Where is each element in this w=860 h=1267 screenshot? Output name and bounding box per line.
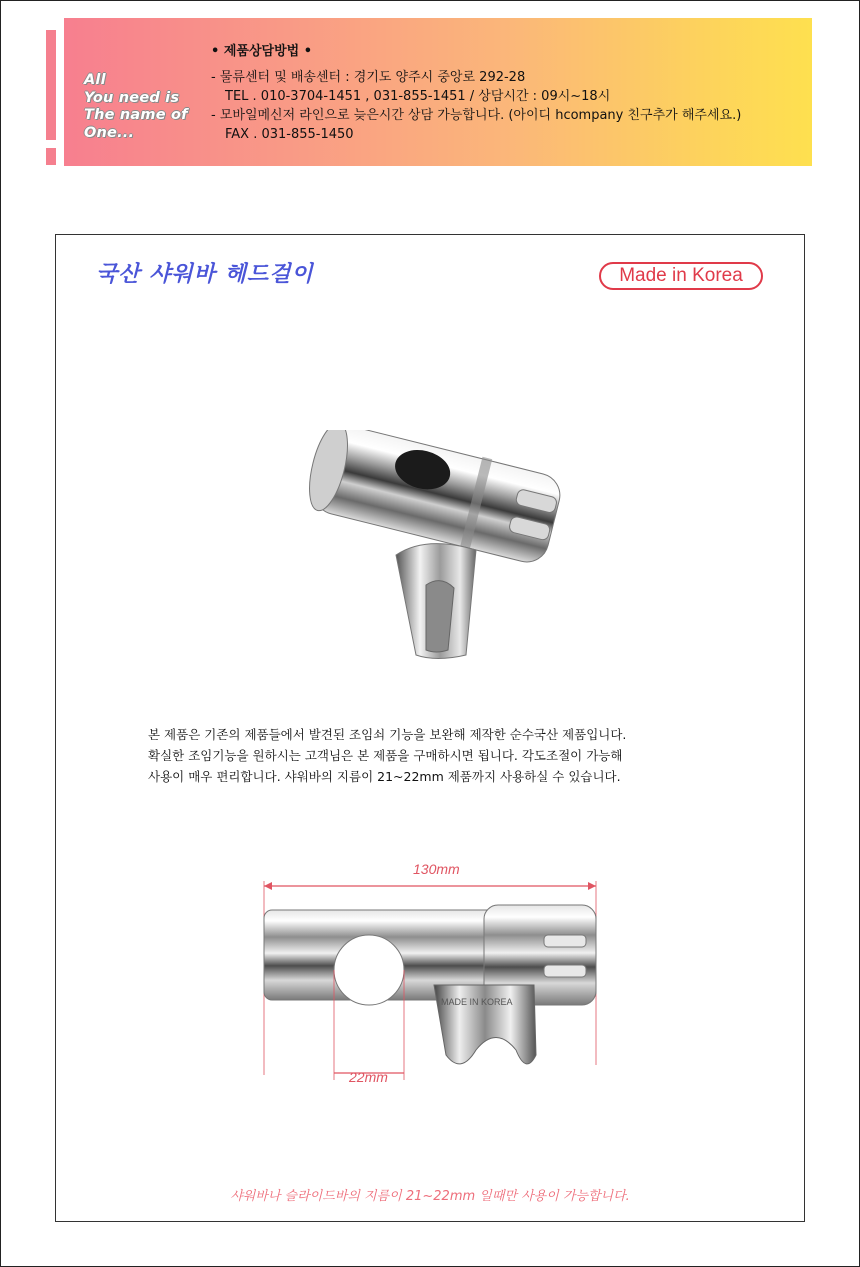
length-label: 130mm <box>413 861 460 877</box>
tagline-line: One... <box>84 124 135 141</box>
messenger-line: - 모바일메신저 라인으로 늦은시간 상담 가능합니다. (아이디 hcompany 친구추가 해주세요.) <box>211 108 742 123</box>
engraving-text: MADE IN KOREA <box>441 997 513 1007</box>
diameter-label: 22mm <box>349 1069 388 1085</box>
decor-bar-top <box>46 30 56 140</box>
address-line: - 물류센터 및 배송센터 : 경기도 양주시 중앙로 292-28 <box>211 70 526 85</box>
usage-note: 샤워바나 슬라이드바의 지름이 21~22mm 일때만 사용이 가능합니다. <box>230 1189 630 1204</box>
made-in-korea-badge: Made in Korea <box>599 262 763 290</box>
description-line: 본 제품은 기존의 제품들에서 발견된 조임쇠 기능을 보완해 제작한 순수국산 제품입니다. <box>148 727 627 742</box>
phone-line: TEL . 010-3704-1451 , 031-855-1451 / 상담시간 : 09시~18시 <box>225 89 611 104</box>
product-description <box>148 724 626 787</box>
product-photo-dimensions <box>256 875 606 1125</box>
tagline-line: You need is <box>84 89 180 106</box>
fax-line: FAX . 031-855-1450 <box>225 127 354 142</box>
description-line: 확실한 조임기능을 원하시는 고객님은 본 제품을 구매하시면 됩니다. 각도조절이 가능해 <box>148 748 623 763</box>
description-line: 사용이 매우 편리합니다. 샤워바의 지름이 21~22mm 제품까지 사용하실 수 있습니다. <box>148 769 621 784</box>
product-title: 국산 샤워바 헤드걸이 <box>96 262 314 287</box>
consult-title: • 제품상담방법 • <box>211 44 313 59</box>
product-panel <box>55 234 805 1222</box>
tagline <box>84 72 204 142</box>
decor-bar-bottom <box>46 148 56 165</box>
contact-info <box>211 40 741 144</box>
tagline-line: The name of <box>84 107 188 123</box>
tagline-line: All <box>84 72 106 88</box>
product-photo-angled <box>276 430 596 665</box>
